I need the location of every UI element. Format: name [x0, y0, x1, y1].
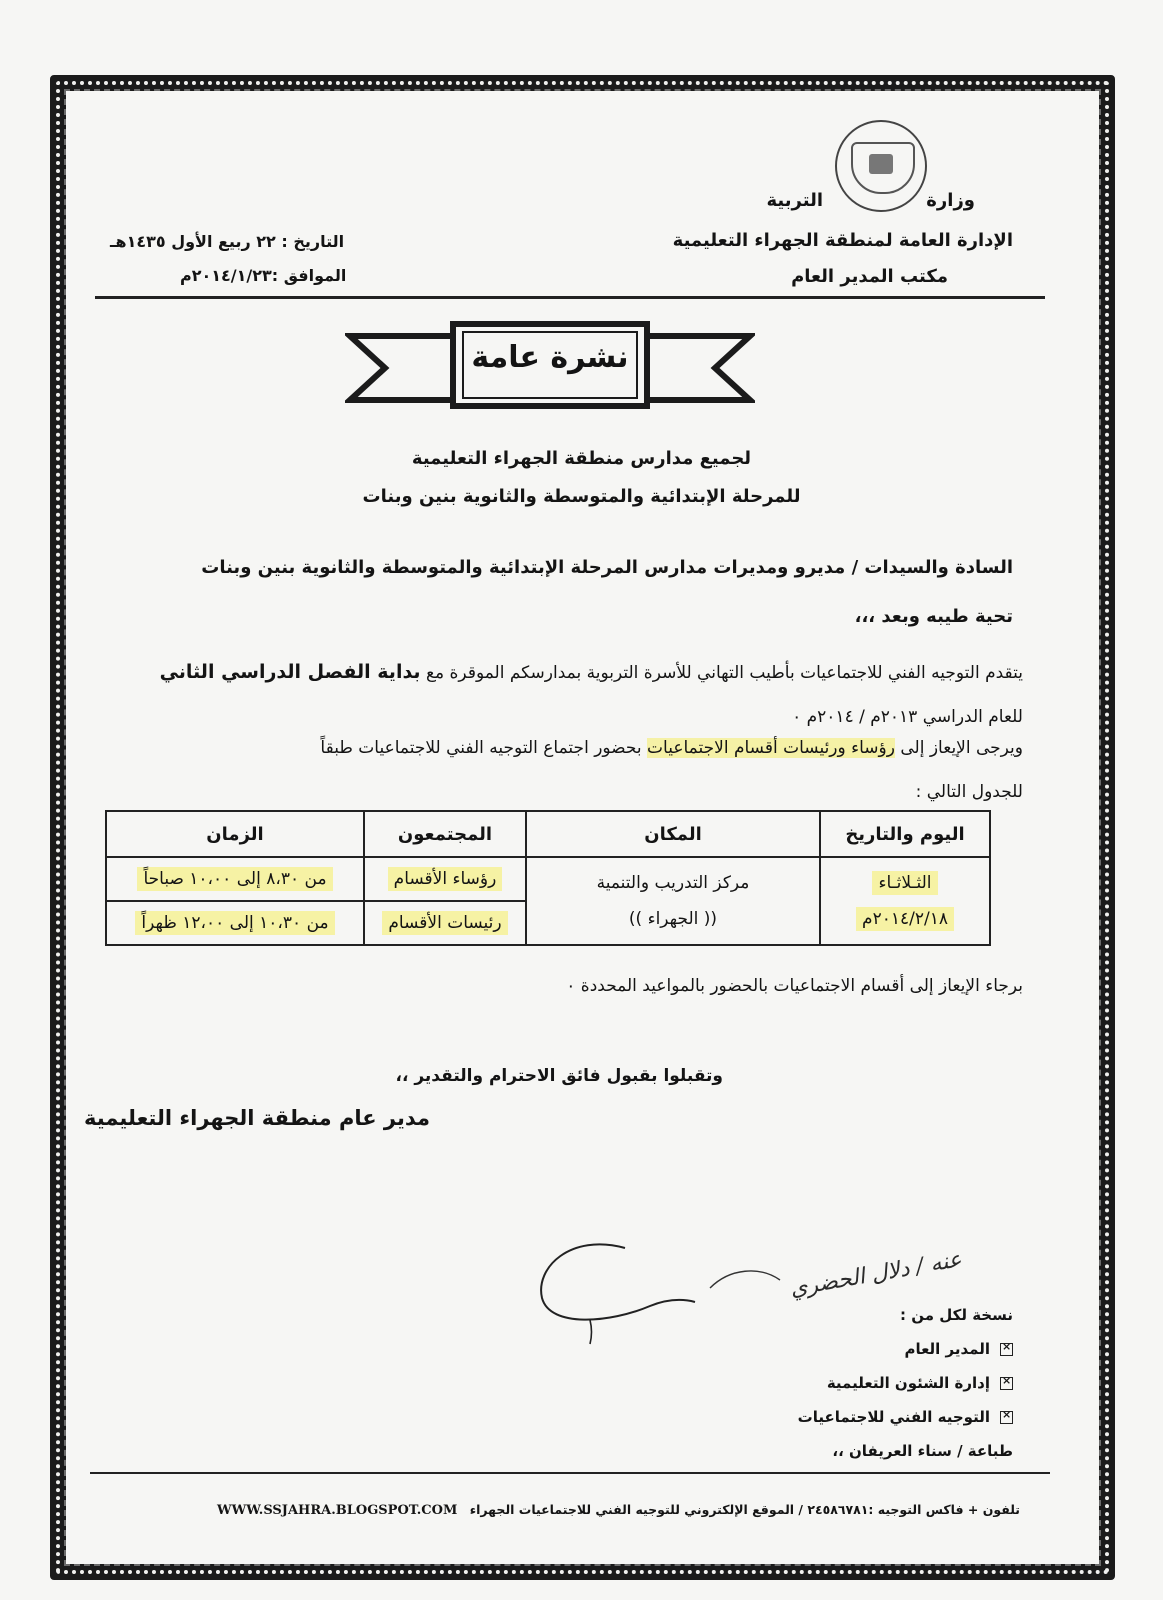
meeting-place-city: (( الجهراء )) — [628, 909, 718, 929]
table-header-place: المكان — [526, 811, 820, 857]
table-header-attendees: المجتمعون — [364, 811, 526, 857]
checkbox-icon — [1000, 1343, 1013, 1356]
office-name: مكتب المدير العام — [791, 266, 948, 287]
meeting-place: مركز التدريب والتنمية — [596, 873, 750, 893]
greeting: تحية طيبه وبعد ،،، — [854, 606, 1013, 627]
meeting-date: ٢٠١٤/٢/١٨م — [856, 907, 954, 931]
footer-contact — [140, 1502, 1020, 1518]
audience-line-1: لجميع مدارس منطقة الجهراء التعليمية — [411, 448, 752, 469]
paragraph-2-line-2: للجدول التالي : — [915, 782, 1023, 802]
paragraph-2-text: ويرجى الإيعاز إلى — [900, 738, 1023, 758]
paragraph-2-highlight: رؤساء ورئيسات أقسام الاجتماعيات — [647, 738, 895, 758]
paragraph-2-text-end: بحضور اجتماع التوجيه الفني للاجتماعيات طبقاً — [320, 738, 642, 758]
copy-recipient-label: التوجيه الفني للاجتماعيات — [797, 1408, 990, 1426]
table-cell-time — [106, 857, 364, 901]
table-cell-time — [106, 901, 364, 945]
paragraph-1-year: للعام الدراسي ٢٠١٣م / ٢٠١٤م ٠ — [792, 707, 1023, 727]
table-row — [106, 857, 990, 901]
signatory-title: مدير عام منطقة الجهراء التعليمية — [84, 1106, 430, 1130]
audience-line-2: للمرحلة الإبتدائية والمتوسطة والثانوية بنين وبنات — [362, 486, 801, 507]
directorate-name: الإدارة العامة لمنطقة الجهراء التعليمية — [672, 230, 1013, 251]
copy-recipient-label: المدير العام — [904, 1340, 990, 1358]
date-hijri: التاريخ : ٢٢ ربيع الأول ١٤٣٥هـ — [110, 232, 345, 251]
typed-by: طباعة / سناء العريفان ،، — [832, 1442, 1013, 1460]
checkbox-icon — [1000, 1411, 1013, 1424]
table-header-row — [106, 811, 990, 857]
paragraph-1-text: يتقدم التوجيه الفني للاجتماعيات بأطيب التهاني للأسرة التربوية بمدارسكم الموقرة مع — [425, 663, 1023, 683]
paragraph-1-emphasis: بداية الفصل الدراسي الثاني — [159, 661, 421, 683]
paragraph-1 — [123, 650, 1023, 739]
copy-recipient — [827, 1374, 1013, 1392]
salutation: السادة والسيدات / مديرو ومديرات مدارس المرحلة الإبتدائية والمتوسطة والثانوية بنين وبنات — [201, 557, 1013, 578]
table-header-day: اليوم والتاريخ — [820, 811, 990, 857]
table-header-time: الزمان — [106, 811, 364, 857]
time-slot-morning: من ٨،٣٠ إلى ١٠،٠٠ صباحاً — [137, 867, 332, 891]
meeting-schedule-table — [105, 810, 991, 946]
attendees-heads-male: رؤساء الأقسام — [388, 867, 503, 891]
table-cell-attendees — [364, 857, 526, 901]
checkbox-icon — [1000, 1377, 1013, 1390]
ministry-word: وزارة — [926, 190, 975, 211]
kuwait-emblem-icon — [835, 120, 927, 212]
handwritten-signature — [530, 1228, 950, 1358]
time-slot-noon: من ١٠،٣٠ إلى ١٢،٠٠ ظهراً — [135, 911, 334, 935]
paragraph-2 — [123, 738, 1023, 758]
copies-heading: نسخة لكل من : — [900, 1306, 1013, 1324]
header-divider — [95, 296, 1045, 299]
copy-recipient-label: إدارة الشئون التعليمية — [826, 1374, 990, 1392]
meeting-day: الثـلاثـاء — [872, 871, 937, 895]
date-gregorian: الموافق :٢٠١٤/١/٢٣م — [180, 266, 347, 285]
copy-recipient — [904, 1340, 1013, 1358]
footer-contact-text: تلفون + فاكس التوجيه :٢٤٥٨٦٧٨١ / الموقع الإلكتروني للتوجيه الفني للاجتماعيات الجهراء — [469, 1502, 1020, 1517]
closing-request: برجاء الإيعاز إلى أقسام الاجتماعيات بالحضور بالمواعيد المحددة ٠ — [566, 976, 1023, 996]
signature-name: عنه / دلال الحضري — [788, 1247, 964, 1302]
attendees-heads-female: رئيسات الأقسام — [382, 911, 507, 935]
footer-divider — [90, 1472, 1050, 1474]
footer-website-link[interactable]: WWW.SSJAHRA.BLOGSPOT.COM — [217, 1503, 458, 1518]
copy-recipient — [798, 1408, 1013, 1426]
table-cell-attendees — [364, 901, 526, 945]
table-cell-day-date — [820, 857, 990, 945]
bulletin-title: نشرة عامة — [471, 340, 629, 375]
table-cell-place — [526, 857, 820, 945]
regards-line: وتقبلوا بقبول فائق الاحترام والتقدير ،، — [395, 1066, 723, 1086]
ministry-name: التربية — [766, 190, 823, 211]
